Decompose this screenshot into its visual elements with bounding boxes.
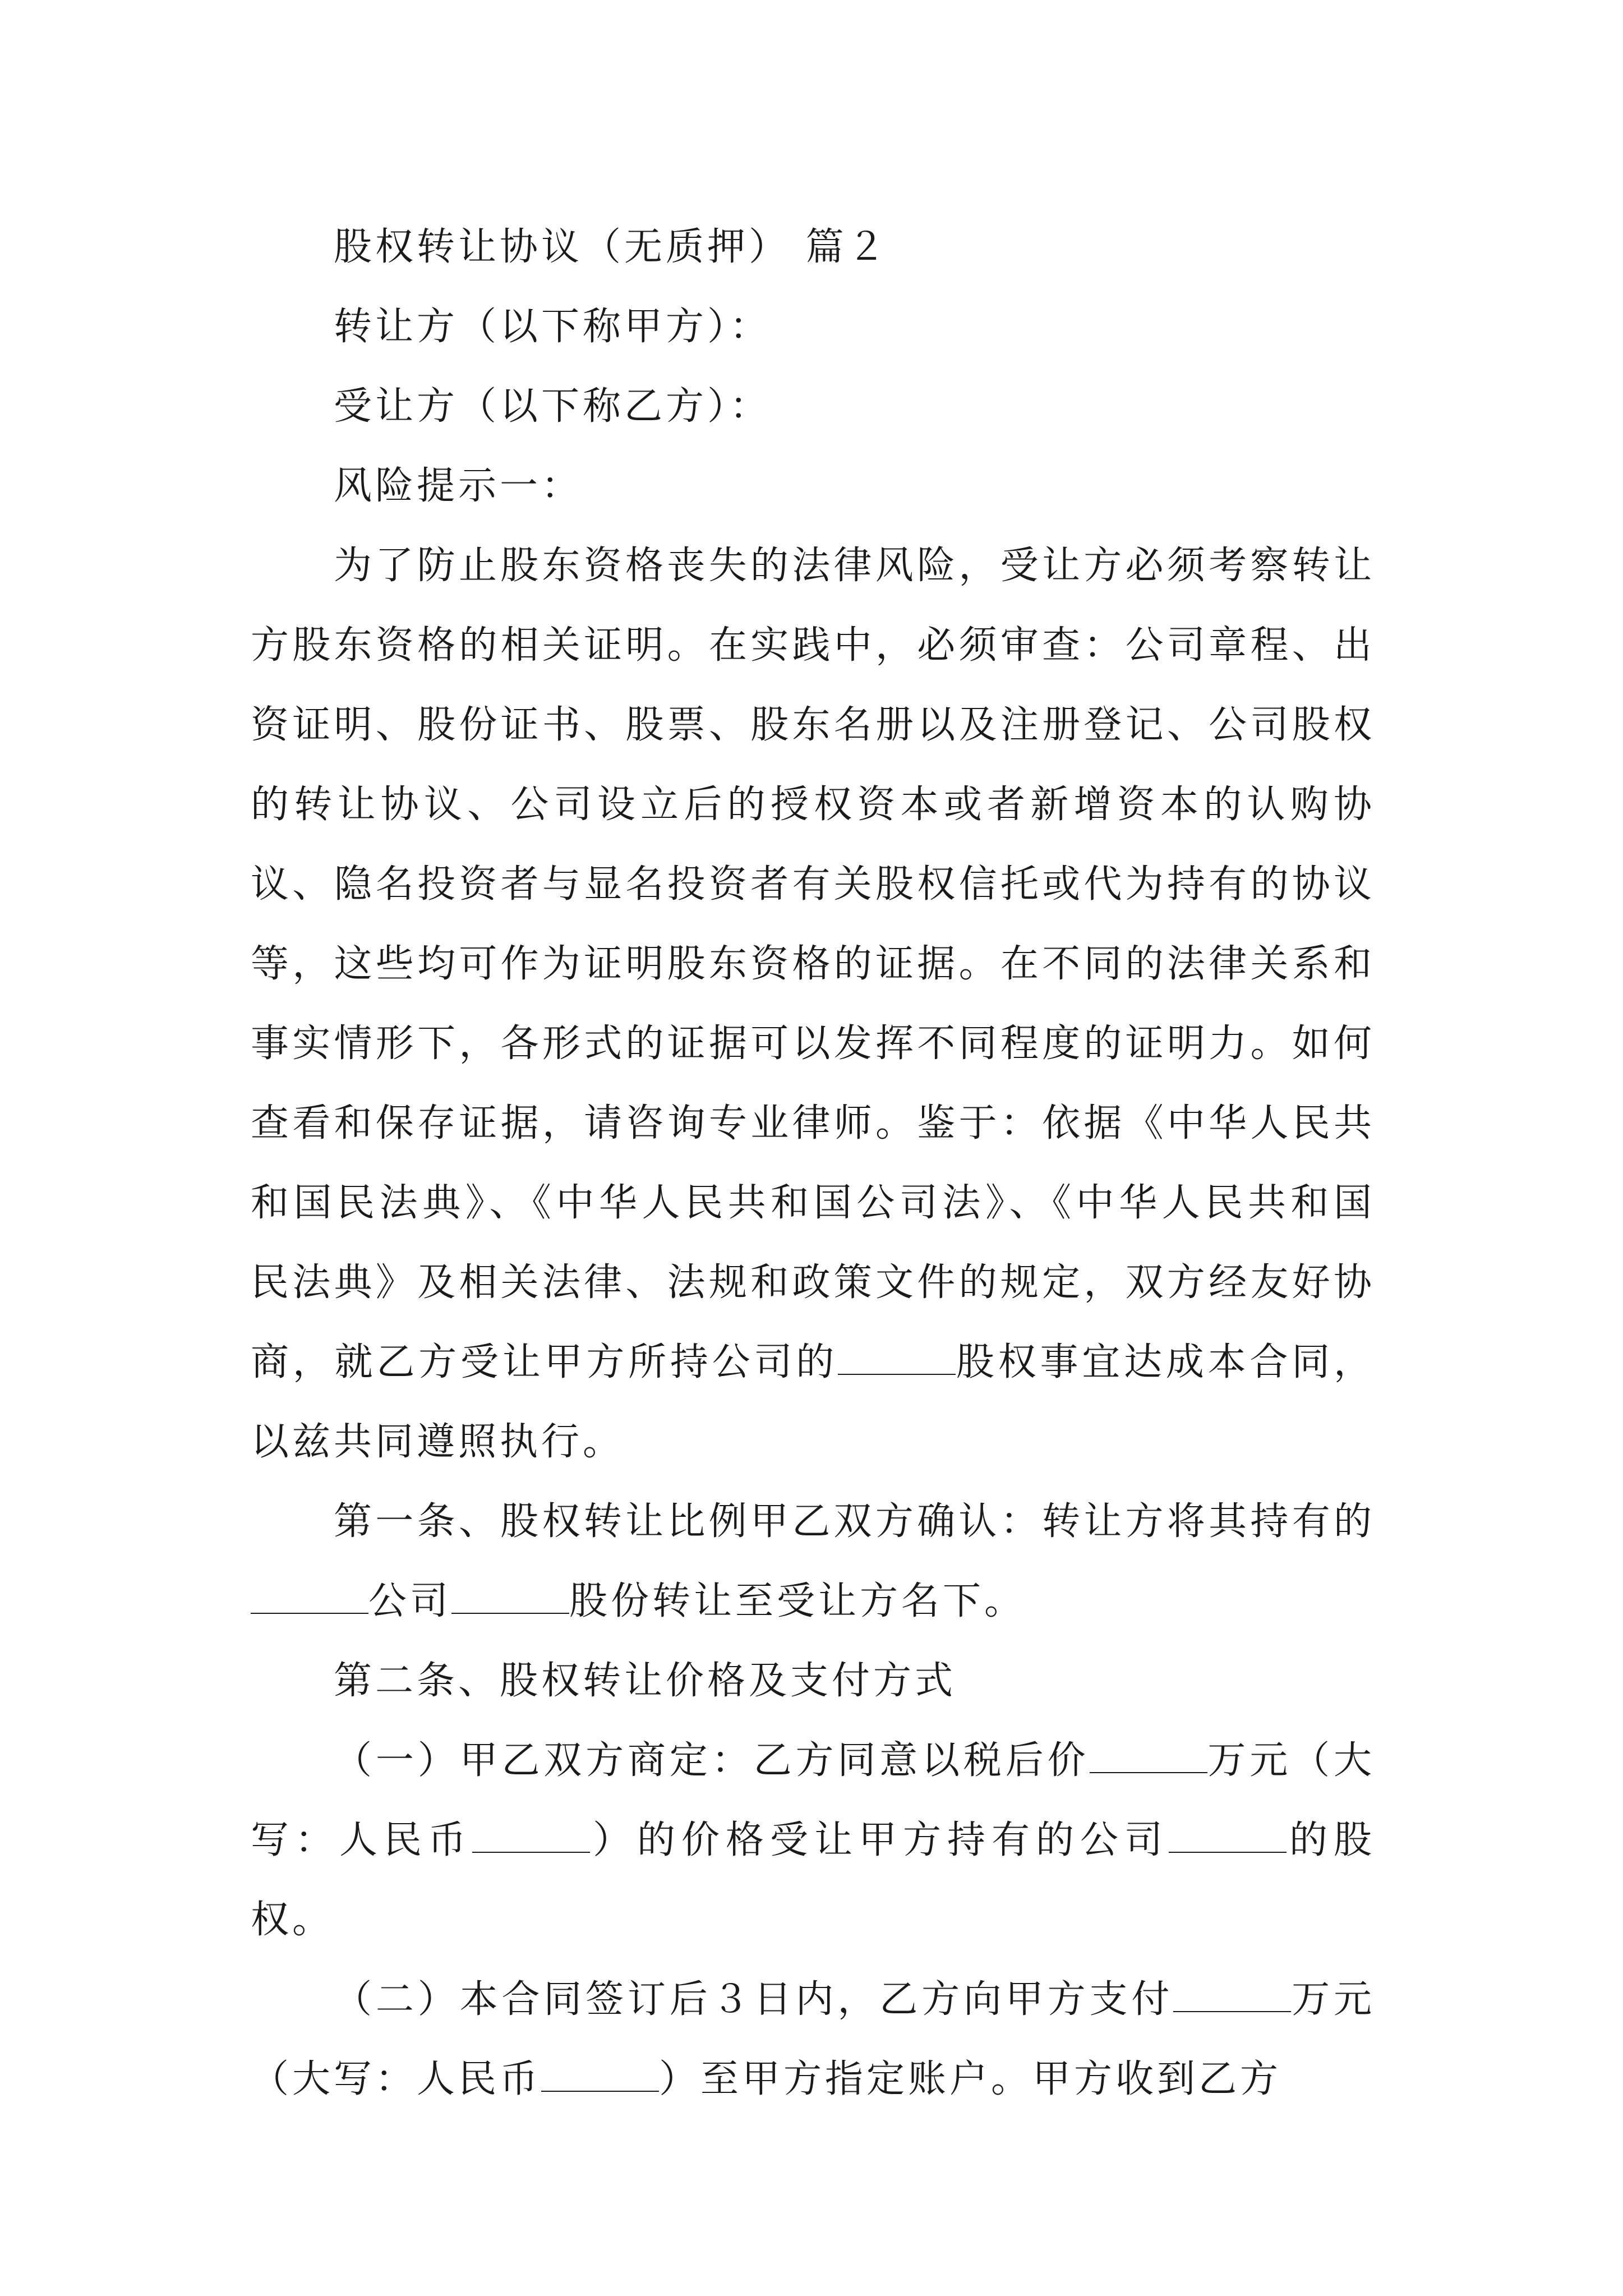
transferor-text: 转让方（以下称甲方）： — [334, 305, 772, 349]
fill-blank — [838, 1340, 956, 1375]
clause-1-text-d: 的股权。 — [251, 1818, 1375, 1942]
fill-blank — [541, 2057, 659, 2092]
clause-1-text-b: 万元（大写：人民币 — [251, 1738, 1375, 1862]
clause-1 — [251, 1721, 1375, 1960]
article-1 — [251, 1482, 1375, 1641]
article-2-heading-text: 第二条、股权转让价格及支付方式 — [334, 1659, 957, 1703]
article-2-heading — [251, 1641, 1375, 1721]
fill-blank — [1090, 1738, 1207, 1773]
clause-1-text-a: （一）甲乙双方商定：乙方同意以税后价 — [334, 1738, 1090, 1783]
document-body — [251, 208, 1375, 2119]
clause-2-text-a: （二）本合同签订后３日内，乙方向甲方支付 — [334, 1977, 1174, 2022]
clause-2 — [251, 1960, 1375, 2119]
transferor-line — [251, 287, 1375, 367]
fill-blank — [1169, 1818, 1287, 1853]
fill-blank — [251, 1579, 368, 1614]
clause-1-text-c: ）的价格受让甲方持有的公司 — [590, 1818, 1169, 1862]
risk-body-text: 为了防止股东资格丧失的法律风险，受让方必须考察转让方股东资格的相关证明。在实践中，必须审查：公司章程、出资证明、股份证书、股票、股东名册以及注册登记、公司股权的转让协议、公司设立后的授权资本或者新增资本的认购协议、隐名投资者与显名投资者有关股权信托或代为持有的协议等，这些均可作为证明股东资格的证据。在不同的法律关系和事实情形下，各形式的证据可以发挥不同程度的证明力。如何查看和保存证据，请咨询专业律师。鉴于：依据《中华人民共和国民法典》、《中华人民共和国公司法》、《中华人民共和国民法典》及相关法律、法规和政策文件的规定，双方经友好协商，就乙方受让甲方所持公司的 — [251, 544, 1375, 1384]
clause-2-text-c: ）至甲方指定账户。甲方收到乙方 — [659, 2057, 1282, 2101]
article-1-text-b: 公司 — [368, 1579, 452, 1623]
transferee-line — [251, 367, 1375, 447]
document-title-text: 股权转让协议（无质押） 篇２ — [334, 225, 889, 269]
fill-blank — [1173, 1977, 1291, 2012]
risk-heading — [251, 447, 1375, 526]
fill-blank — [472, 1818, 590, 1853]
risk-paragraph — [251, 526, 1375, 1482]
document-title — [251, 208, 1375, 287]
article-1-text-a: 第一条、股权转让比例甲乙双方确认：转让方将其持有的 — [334, 1499, 1375, 1544]
risk-body-end-text: 股权事宜达成本合同，以兹共同遵照执行。 — [251, 1340, 1375, 1464]
transferee-text: 受让方（以下称乙方）： — [334, 384, 772, 429]
clause-2-text-b: 万元（大写：人民币 — [251, 1977, 1375, 2101]
risk-heading-text: 风险提示一： — [334, 464, 583, 508]
article-1-text-c: 股份转让至受让方名下。 — [569, 1579, 1026, 1623]
fill-blank — [451, 1579, 569, 1614]
